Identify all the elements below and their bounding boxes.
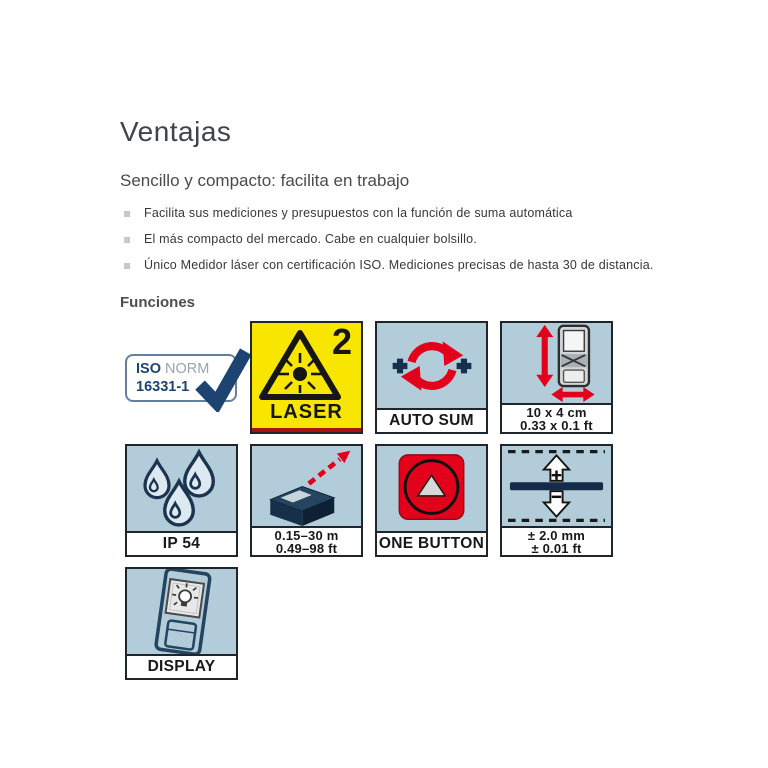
list-item [120,226,665,252]
feature-label: IP 54 [127,531,236,555]
laser-beam-device-icon [252,446,361,526]
accuracy-arrows-icon [502,446,611,526]
bullet-square-icon [124,263,130,269]
laser-label: LASER [270,401,343,423]
feature-tile-laser-class [250,321,363,434]
laser-red-strip [252,428,361,432]
red-button-icon [389,448,474,530]
advantages-list [120,200,665,278]
illuminated-display-icon [127,569,236,654]
iso-norm-line: ISO NORM [136,360,210,377]
bullet-text: Único Medidor láser con certificación ISO. Mediciones precisas de hasta 30 de distancia. [144,258,654,272]
bullet-text: Facilita sus mediciones y presupuestos con la función de suma automática [144,206,573,220]
iso-number-line: 16331-1 [136,378,190,395]
feature-tile-accuracy [500,444,613,557]
feature-tile-auto-sum [375,321,488,434]
feature-label: ONE BUTTON [377,531,486,555]
feature-label: 10 x 4 cm 0.33 x 0.1 ft [502,403,611,432]
laser-class-number: 2 [331,321,352,362]
feature-tile-display [125,567,238,680]
bullet-text: El más compacto del mercado. Cabe en cualquier bolsillo. [144,232,477,246]
feature-tile-dimensions [500,321,613,434]
functions-heading: Funciones [120,294,196,311]
list-item [120,200,665,226]
feature-tile-grid [125,321,665,680]
feature-tile-one-button [375,444,488,557]
page-title: Ventajas [120,116,232,147]
product-advantages-section [120,116,665,680]
feature-tile-ip54 [125,444,238,557]
iso-checkmark-icon [193,344,251,412]
water-drops-icon [127,446,236,531]
feature-tile-range [250,444,363,557]
list-item [120,252,665,278]
iso-norm-badge [125,354,237,402]
feature-label: ± 2.0 mm ± 0.01 ft [502,526,611,555]
feature-iso-certification [125,321,238,434]
feature-label: AUTO SUM [377,408,486,432]
bullet-square-icon [124,211,130,217]
section-subtitle: Sencillo y compacto: facilita en trabajo [120,171,410,190]
device-dimensions-icon [502,323,611,403]
circular-arrows-plus-icon [382,325,482,407]
feature-label: DISPLAY [127,654,236,678]
feature-label: 0.15–30 m 0.49–98 ft [252,526,361,555]
bullet-square-icon [124,237,130,243]
